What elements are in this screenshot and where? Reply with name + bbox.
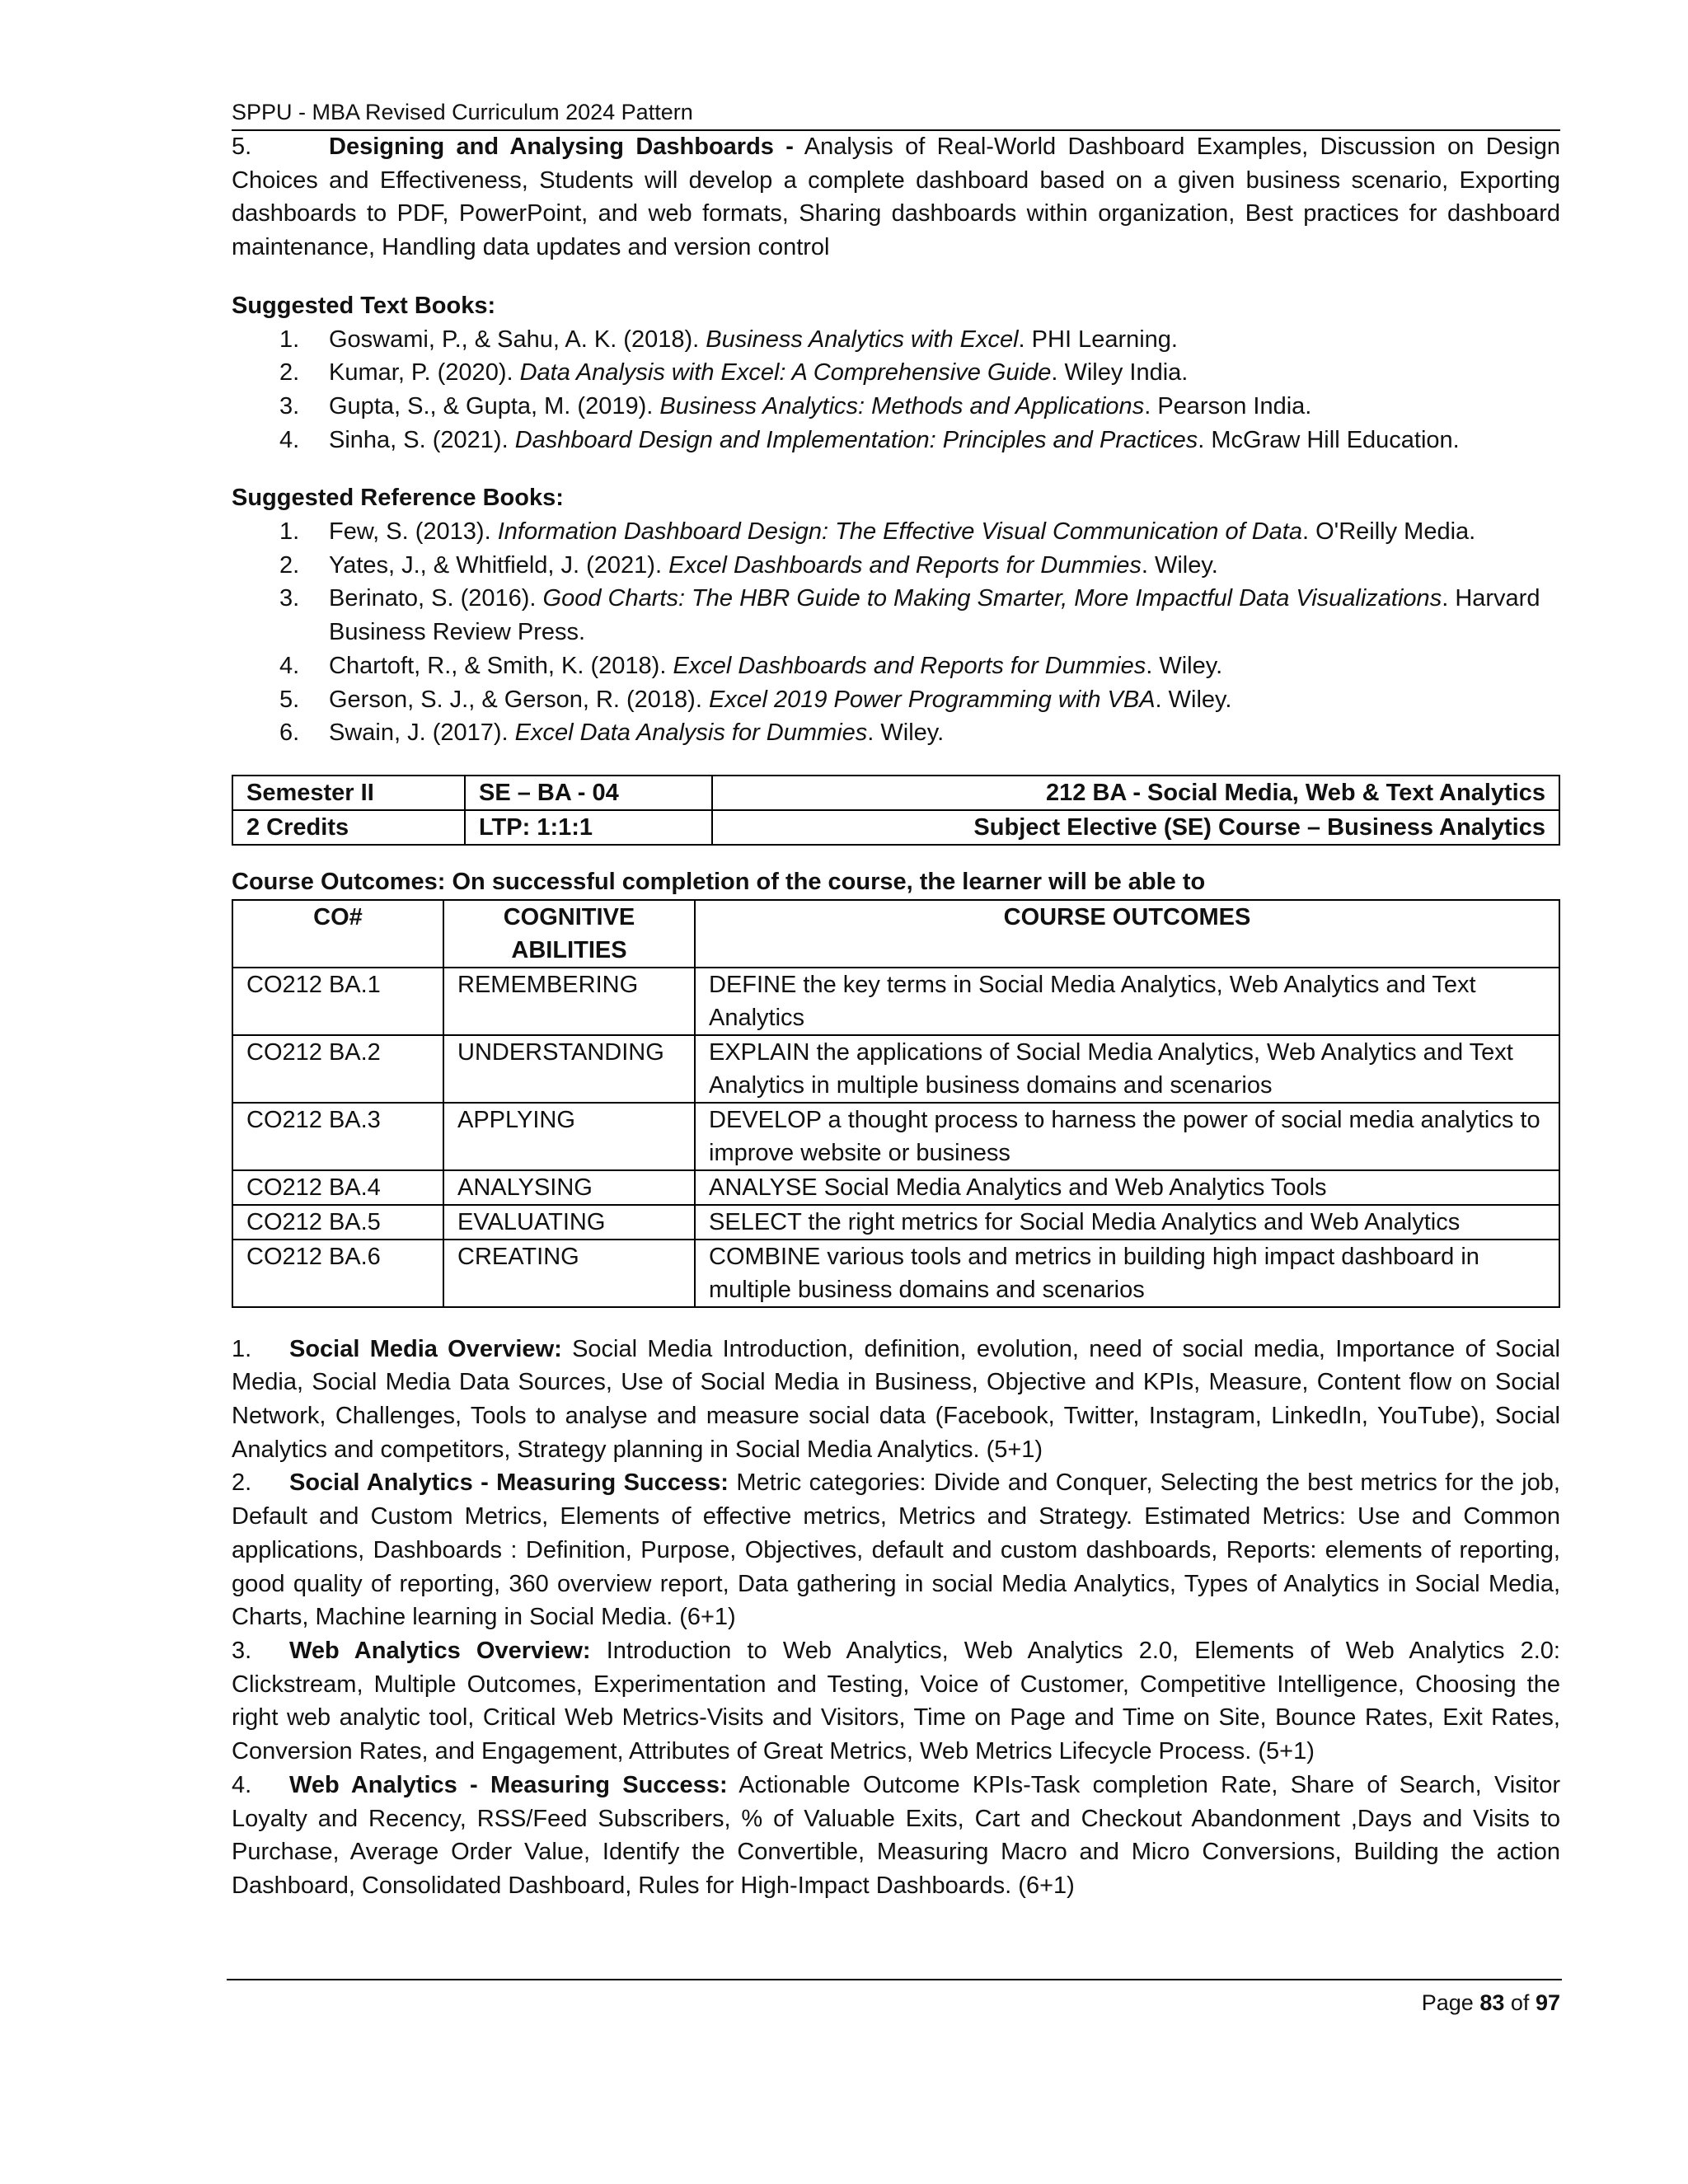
unit-5-paragraph <box>232 130 1560 265</box>
text-books-heading: Suggested Text Books: <box>232 292 496 319</box>
cognitive-cell: APPLYING <box>443 1103 695 1170</box>
outcome-cell: EXPLAIN the applications of Social Media Analytics, Web Analytics and Text Analytics in multiple business domains and scenarios <box>695 1035 1559 1103</box>
cognitive-cell: EVALUATING <box>443 1205 695 1240</box>
outcome-cell: SELECT the right metrics for Social Media Analytics and Web Analytics <box>695 1205 1559 1240</box>
unit-5-title: Designing and Analysing Dashboards - <box>329 134 794 160</box>
table-row <box>232 1205 1559 1240</box>
running-header: SPPU - MBA Revised Curriculum 2024 Pattern <box>232 100 693 124</box>
outcome-cell: DEVELOP a thought process to harness the power of social media analytics to improve website or business <box>695 1103 1559 1170</box>
footer-rule <box>227 1979 1562 1980</box>
unit-title: Web Analytics - Measuring Success: <box>289 1771 728 1798</box>
course-type-cell: Subject Elective (SE) Course – Business Analytics <box>712 810 1559 845</box>
outcomes-header: COURSE OUTCOMES <box>695 900 1559 968</box>
table-header-row <box>232 900 1559 968</box>
co-cell: CO212 BA.2 <box>232 1035 443 1103</box>
unit-1-paragraph <box>232 1333 1560 1467</box>
reference-books-list <box>232 515 1560 750</box>
unit-number: 4. <box>232 1771 252 1798</box>
co-cell: CO212 BA.5 <box>232 1205 443 1240</box>
outcome-cell: DEFINE the key terms in Social Media Analytics, Web Analytics and Text Analytics <box>695 968 1559 1035</box>
course-title-cell: 212 BA - Social Media, Web & Text Analytics <box>712 776 1559 810</box>
page-content <box>232 130 1560 1903</box>
unit-3-paragraph <box>232 1634 1560 1769</box>
reference-book-item: 1. Few, S. (2013). Information Dashboard Design: The Effective Visual Communication of Data. O'Reilly Media. <box>279 518 1476 546</box>
reference-book-item: 6. Swain, J. (2017). Excel Data Analysis for Dummies. Wiley. <box>279 719 945 747</box>
unit-number: 3. <box>232 1637 252 1664</box>
reference-book-item: 5. Gerson, S. J., & Gerson, R. (2018). Excel 2019 Power Programming with VBA. Wiley. <box>279 686 1232 713</box>
reference-book-item: 4. Chartoft, R., & Smith, K. (2018). Excel Dashboards and Reports for Dummies. Wiley. <box>279 652 1223 679</box>
co-header: CO# <box>232 900 443 968</box>
outcome-cell: COMBINE various tools and metrics in building high impact dashboard in multiple business domains and scenarios <box>695 1240 1559 1307</box>
co-cell: CO212 BA.4 <box>232 1170 443 1205</box>
course-outcomes-table <box>232 899 1560 1308</box>
text-book-item: 4. Sinha, S. (2021). Dashboard Design and Implementation: Principles and Practices. McGraw Hill Education. <box>279 426 1460 453</box>
page-label: Page <box>1421 1990 1474 2015</box>
cognitive-cell: CREATING <box>443 1240 695 1307</box>
co-cell: CO212 BA.1 <box>232 968 443 1035</box>
unit-body: Metric categories: Divide and Conquer, Selecting the best metrics for the job, Default and Custom Metrics, Elements of effective metrics, Metrics and Strategy. Estimated Metrics: Use and Common applications, Dashboards : Definition, Purpose, Objectives, default and custom dashboards, Reports: elements of reporting, good quality of reporting, 360 overview report, Data gathering in social Media Analytics, Types of Analytics in Social Media, Charts, Machine learning in Social Media. (6+1) <box>232 1469 1560 1631</box>
co-cell: CO212 BA.3 <box>232 1103 443 1170</box>
text-book-item: 3. Gupta, S., & Gupta, M. (2019). Business Analytics: Methods and Applications. Pearson India. <box>279 392 1312 419</box>
total-pages: 97 <box>1535 1990 1560 2015</box>
page-number: 83 <box>1479 1990 1505 2015</box>
table-row <box>232 1103 1559 1170</box>
reference-book-item: 3. Berinato, S. (2016). Good Charts: The HBR Guide to Making Smarter, More Impactful Data Visualizations. Harvard Business Review Press. <box>279 585 1540 646</box>
unit-title: Web Analytics Overview: <box>289 1637 591 1664</box>
unit-5-body: Analysis of Real-World Dashboard Examples, Discussion on Design Choices and Effectiveness, Students will develop a complete dashboard based on a given business scenario, Exporting dashboards to PDF, PowerPoint, and web formats, Sharing dashboards within organization, Best practices for dashboard maintenance, Handling data updates and version control <box>232 134 1560 261</box>
unit-title: Social Analytics - Measuring Success: <box>289 1469 729 1497</box>
ltp-cell: LTP: 1:1:1 <box>465 810 712 845</box>
unit-4-paragraph <box>232 1769 1560 1903</box>
credits-cell: 2 Credits <box>232 810 465 845</box>
co-cell: CO212 BA.6 <box>232 1240 443 1307</box>
cognitive-cell: REMEMBERING <box>443 968 695 1035</box>
unit-number: 1. <box>232 1335 252 1362</box>
unit-5-number: 5. <box>232 134 252 160</box>
page-footer <box>1422 1988 1560 2018</box>
outcome-cell: ANALYSE Social Media Analytics and Web Analytics Tools <box>695 1170 1559 1205</box>
table-row <box>232 776 1559 810</box>
cognitive-header: COGNITIVE ABILITIES <box>443 900 695 968</box>
course-info-table <box>232 775 1560 846</box>
table-row <box>232 968 1559 1035</box>
unit-2-paragraph <box>232 1466 1560 1634</box>
unit-body: Social Media Introduction, definition, evolution, need of social media, Importance of Social Media, Social Media Data Sources, Use of Social Media in Business, Objective and KPIs, Measure, Content flow on Social Network, Challenges, Tools to analyse and measure social data (Facebook, Twitter, Instagram, LinkedIn, YouTube), Social Analytics and competitors, Strategy planning in Social Media Analytics. (5+1) <box>232 1335 1561 1463</box>
cognitive-cell: UNDERSTANDING <box>443 1035 695 1103</box>
unit-title: Social Media Overview: <box>289 1335 562 1362</box>
course-code-cell: SE – BA - 04 <box>465 776 712 810</box>
text-book-item: 1. Goswami, P., & Sahu, A. K. (2018). Business Analytics with Excel. PHI Learning. <box>279 326 1178 353</box>
text-book-item: 2. Kumar, P. (2020). Data Analysis with Excel: A Comprehensive Guide. Wiley India. <box>279 359 1189 387</box>
table-row <box>232 810 1559 845</box>
table-row <box>232 1240 1559 1307</box>
table-row <box>232 1170 1559 1205</box>
reference-book-item: 2. Yates, J., & Whitfield, J. (2021). Excel Dashboards and Reports for Dummies. Wiley. <box>279 551 1218 579</box>
semester-cell: Semester II <box>232 776 465 810</box>
table-row <box>232 1035 1559 1103</box>
reference-books-heading: Suggested Reference Books: <box>232 485 564 512</box>
of-label: of <box>1510 1990 1530 2015</box>
cognitive-cell: ANALYSING <box>443 1170 695 1205</box>
text-books-list <box>232 323 1560 457</box>
unit-body: Actionable Outcome KPIs-Task completion Rate, Share of Search, Visitor Loyalty and Recency, RSS/Feed Subscribers, % of Valuable Exits, Cart and Checkout Abandonment ,Days and Visits to Purchase, Average Order Value, Identify the Convertible, Measuring Macro and Micro Conversions, Building the action Dashboard, Consolidated Dashboard, Rules for High-Impact Dashboards. (6+1) <box>232 1771 1561 1899</box>
unit-body: Introduction to Web Analytics, Web Analytics 2.0, Elements of Web Analytics 2.0: Clickstream, Multiple Outcomes, Experimentation and Testing, Voice of Customer, Competitive Intelligence, Choosing the right web analytic tool, Critical Web Metrics-Visits and Visitors, Time on Page and Time on Site, Bounce Rates, Exit Rates, Conversion Rates, and Engagement, Attributes of Great Metrics, Web Metrics Lifecycle Process. (5+1) <box>232 1637 1560 1765</box>
course-outcomes-caption: Course Outcomes: On successful completion of the course, the learner will be able to <box>232 868 1206 895</box>
unit-number: 2. <box>232 1469 252 1497</box>
